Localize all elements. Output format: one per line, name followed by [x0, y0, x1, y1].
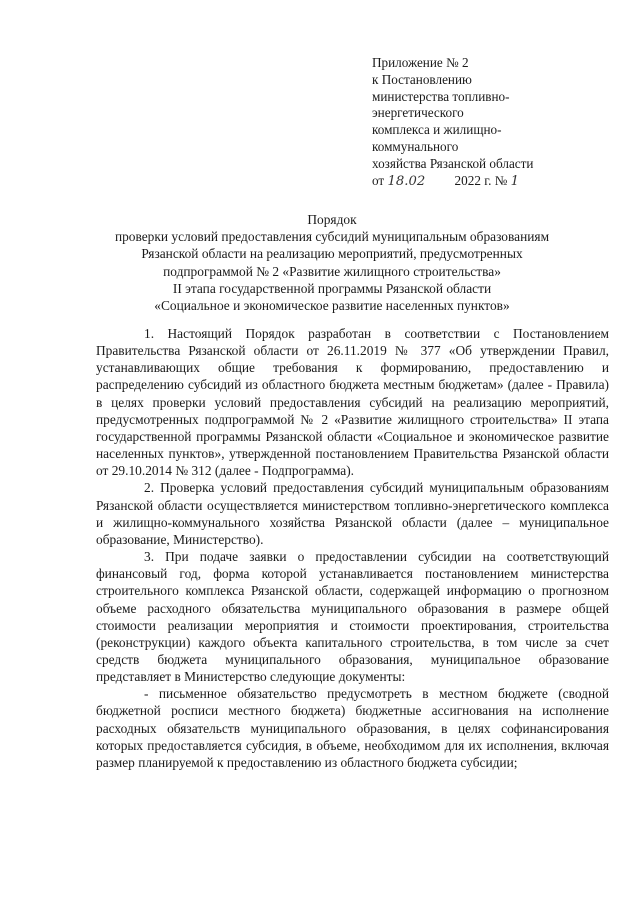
title-line: проверки условий предоставления субсидий муниципальным образованиям: [114, 229, 550, 245]
appendix-line: Приложение № 2: [372, 55, 469, 70]
date-prefix: от: [372, 172, 385, 188]
appendix-date-line: [372, 173, 612, 191]
handwritten-date: 18.02: [387, 173, 426, 189]
appendix-line: коммунального: [372, 138, 459, 154]
title-line: Рязанской области на реализацию мероприятий, предусмотренных: [141, 246, 523, 262]
title-line: «Социальное и экономическое развитие населенных пунктов»: [154, 298, 510, 314]
appendix-line: к Постановлению: [372, 71, 472, 87]
title-line: II этапа государственной программы Рязанской области: [172, 280, 492, 296]
title-line: подпрограммой № 2 «Развитие жилищного строительства»: [163, 263, 501, 279]
date-year: 2022 г. №: [454, 172, 508, 188]
appendix-line: энергетического: [372, 105, 464, 121]
paragraph: 3. При подаче заявки о предоставлении субсидии на соответствующий финансовый год, форма которой устанавливается постановлением министерства строительного комплекса Рязанской области, содержащей информацию о прогнозном объеме расходного обязательства муниципального образования в размере общей стоимости реализации мероприятия и стоимости проектирования, строительства (реконструкции) каждого объекта капитального строительства, в том числе за счет средств бюджета муниципального образования, муниципальное образование представляет в Министерство следующие документы:: [96, 549, 609, 685]
appendix-header: [372, 55, 612, 190]
paragraph: 2. Проверка условий предоставления субсидий муниципальным образованиям Рязанской области осуществляется министерством топливно-энергетического комплекса и жилищно-коммунального хозяйства Рязанской области (далее – муниципальное образование, Министерство).: [96, 480, 609, 547]
document-title: [100, 211, 564, 314]
bullet-paragraph: - письменное обязательство предусмотреть в местном бюджете (сводной бюджетной росписи местного бюджета) бюджетные ассигнования на исполнение расходных обязательств муниципального образования, в целях софинансирования которых предоставляется субсидия, в объеме, необходимом для их исполнения, включая размер планируемой к предоставлению из областного бюджета субсидии;: [96, 686, 609, 770]
title-line: Порядок: [307, 212, 357, 227]
appendix-line: министерства топливно-: [372, 88, 510, 104]
document-body: [96, 325, 609, 771]
appendix-line: комплекса и жилищно-: [372, 122, 502, 138]
paragraph: 1. Настоящий Порядок разработан в соответствии с Постановлением Правительства Рязанской области от 26.11.2019 № 377 «Об утверждении Правил, устанавливающих общие требования к формированию, предоставлению и распределению субсидий из областного бюджета местным бюджетам» (далее - Правила) в целях проверки условий предоставления субсидий на реализацию мероприятий, предусмотренных подпрограммой № 2 «Развитие жилищного строительства» II этапа государственной программы Рязанской области «Социальное и экономическое развитие населенных пунктов», утвержденной постановлением Правительства Рязанской области от 29.10.2014 № 312 (далее - Подпрограмма).: [96, 326, 609, 479]
appendix-line: хозяйства Рязанской области: [372, 155, 534, 171]
handwritten-number: 1: [510, 173, 520, 189]
